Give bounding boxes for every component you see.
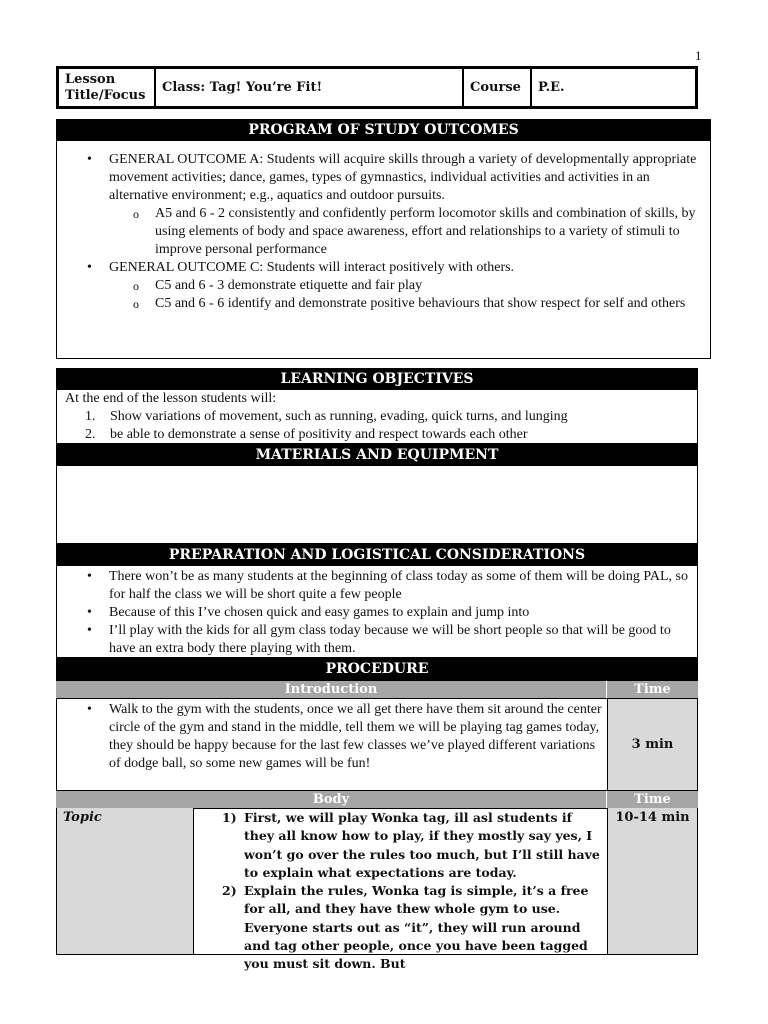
lesson-title-label: Lesson Title/Focus [59,69,156,106]
objective-item: 2. be able to demonstrate a sense of positivity and respect towards each other [85,427,528,442]
objectives-list [65,408,697,444]
preparation-list [57,568,697,658]
body-step: 1) First, we will play Wonka tag, ill asl students if they all know how to play, if they mostly say yes, I won’t go over the rules too much, but I’ll still have to explain what expectations are today. [222,810,600,880]
course-label: Course [464,69,532,106]
introduction-text: • Walk to the gym with the students, once we all get there have them sit around the center circle of the gym and stand in the middle, tell them we will be playing tag games today, they should be happy because for the last few classes we’ve played different variations of dodge ball, so some new games will be fun! [57,701,607,773]
body-step-text: First, we will play Wonka tag, ill asl students if they all know how to play, if they mostly say yes, I won’t go over the rules too much, but I’ll still have to explain what expectations are today. [244,810,600,880]
body-row [56,808,698,972]
outcomes-heading: PROGRAM OF STUDY OUTCOMES [56,119,711,141]
preparation-heading: PREPARATION AND LOGISTICAL CONSIDERATIONS [56,544,698,566]
objective-text: be able to demonstrate a sense of positivity and respect towards each other [110,427,528,442]
outcome-item [57,151,710,259]
introduction-cell [57,699,608,790]
preparation-section [56,566,698,658]
body-step: 2) Explain the rules, Wonka tag is simple, it’s a free for all, and they have thew whole gym to use. Everyone starts out as “it”, they will run around and tag other people, once you have been tagged you must sit down. But [222,883,589,972]
outcome-sublist [109,277,710,313]
objective-item: 1. Show variations of movement, such as running, evading, quick turns, and lunging [85,409,568,424]
outcome-item [57,259,710,313]
body-step-text: Explain the rules, Wonka tag is simple, it’s a free for all, and they have thew whole gym to use. Everyone starts out as “it”, they will run around and tag other people, once you have been tagged you must sit down. But [244,883,589,972]
introduction-header: Introduction [56,681,607,698]
outcome-subitem: o C5 and 6 - 3 demonstrate etiquette and fair play [57,277,710,295]
outcome-text: GENERAL OUTCOME C: Students will interact positively with others. [109,260,515,275]
objectives-heading: LEARNING OBJECTIVES [56,368,698,390]
outcome-text: GENERAL OUTCOME A: Students will acquire skills through a variety of developmentally appropriate movement activities; dance, games, types of gymnastics, individual activities and activities in an alternative environment; e.g., aquatics and outdoor pursuits. [109,152,697,203]
outcomes-list [57,151,710,313]
introduction-header-row [56,680,698,699]
topic-label: Topic [57,808,194,954]
body-steps-list [194,809,607,974]
body-time-header: Time [634,792,671,807]
time-header: Time [634,682,671,697]
objectives-intro: At the end of the lesson students will: [65,391,277,406]
outcome-subitem: o A5 and 6 - 2 consistently and confidently perform locomotor skills and combination of skills, by using elements of body and space awareness, effort and relationships to a variety of stimuli to improve personal performance [57,205,710,259]
page-number: 1 [695,48,702,63]
class-title: Class: Tag! You’re Fit! [156,69,464,106]
introduction-list [57,701,607,773]
introduction-time: 3 min [608,699,697,790]
introduction-row [56,699,698,790]
body-header: Body [56,791,607,808]
materials-heading: MATERIALS AND EQUIPMENT [56,444,698,466]
preparation-item: • There won’t be as many students at the beginning of class today as some of them will be doing PAL, so for half the class we will be short quite a few people [57,568,697,604]
outcome-sublist [109,205,710,259]
objective-text: Show variations of movement, such as running, evading, quick turns, and lunging [110,409,568,424]
lesson-header-table [56,66,698,109]
materials-section [56,466,698,544]
objectives-section [56,390,698,444]
preparation-item: • Because of this I’ve chosen quick and easy games to explain and jump into [57,604,697,622]
outcome-subitem: o C5 and 6 - 6 identify and demonstrate positive behaviours that show respect for self and others [57,295,710,313]
preparation-item: • I’ll play with the kids for all gym class today because we will be short people so that will be good to have an extra body there playing with them. [57,622,697,658]
body-header-row [56,790,698,809]
body-content [194,808,608,972]
outcomes-section [56,141,711,359]
body-time: 10-14 min [608,808,697,954]
course-value: P.E. [538,80,565,95]
procedure-heading: PROCEDURE [56,658,698,680]
